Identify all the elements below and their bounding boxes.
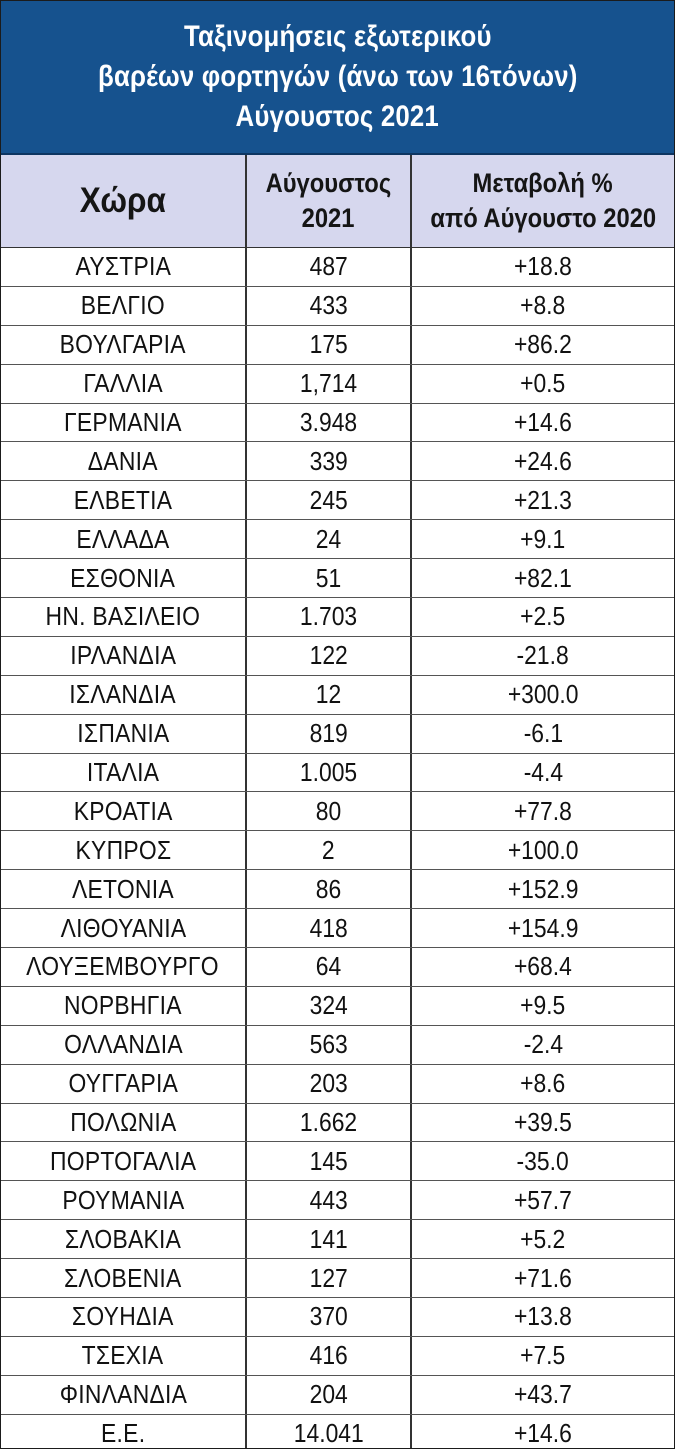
value-cell-text: 370: [309, 1301, 348, 1332]
value-cell-text: 64: [315, 951, 342, 982]
change-cell: [412, 676, 674, 714]
change-cell: [412, 248, 674, 286]
change-cell: [412, 870, 674, 908]
header-country-label: Χώρα: [79, 181, 167, 220]
table-row: [1, 870, 674, 909]
change-cell-text: +24.6: [514, 445, 572, 476]
country-cell-text: ΡΟΥΜΑΝΙΑ: [61, 1184, 185, 1215]
country-cell-text: ΟΥΓΓΑΡΙΑ: [68, 1068, 178, 1099]
value-cell: [247, 1142, 412, 1180]
table-row: [1, 637, 674, 676]
value-cell: [247, 1026, 412, 1064]
country-cell-text: ΛΙΘΟΥΑΝΙΑ: [60, 912, 186, 943]
change-cell-text: -4.4: [523, 757, 563, 788]
value-cell: [247, 1376, 412, 1414]
table-row: [1, 1142, 674, 1181]
country-cell-text: ΒΟΥΛΓΑΡΙΑ: [59, 329, 187, 360]
country-cell: [1, 870, 247, 908]
change-cell: [412, 598, 674, 636]
country-cell-text: ΤΣΕΧΙΑ: [82, 1340, 164, 1371]
change-cell-text: +8.6: [520, 1068, 566, 1099]
value-cell-text: 141: [309, 1223, 348, 1254]
value-cell-text: 443: [309, 1184, 348, 1215]
country-cell-text: Ε.Ε.: [100, 1418, 146, 1449]
table-row: [1, 481, 674, 520]
table-row: [1, 754, 674, 793]
country-cell: [1, 1376, 247, 1414]
value-cell-text: 1.703: [299, 601, 358, 632]
header-change: [412, 155, 674, 247]
country-cell-text: ΙΣΛΑΝΔΙΑ: [69, 679, 177, 710]
change-cell-text: +71.6: [514, 1262, 572, 1293]
country-cell: [1, 909, 247, 947]
change-cell-text: +68.4: [514, 951, 572, 982]
value-cell-text: 418: [309, 912, 348, 943]
table-row: [1, 365, 674, 404]
change-cell-text: +14.6: [514, 407, 572, 437]
change-cell: [412, 1104, 674, 1142]
value-cell-text: 12: [315, 679, 342, 710]
table-row: [1, 1181, 674, 1220]
table-row: [1, 520, 674, 559]
table-row: [1, 326, 674, 365]
table-row: [1, 1220, 674, 1259]
value-cell-text: 1.005: [299, 757, 358, 788]
value-cell-text: 563: [309, 1029, 348, 1060]
country-cell-text: ΓΕΡΜΑΝΙΑ: [64, 407, 182, 437]
value-cell: [247, 1298, 412, 1336]
table-row: [1, 792, 674, 831]
change-cell-text: +43.7: [514, 1379, 572, 1410]
value-cell-text: 175: [309, 329, 348, 360]
change-cell: [412, 831, 674, 869]
change-cell: [412, 326, 674, 364]
country-cell-text: ΕΛΒΕΤΙΑ: [73, 484, 173, 515]
value-cell-text: 819: [309, 718, 348, 749]
country-cell-text: ΙΤΑΛΙΑ: [86, 757, 160, 788]
country-cell-text: ΑΥΣΤΡΙΑ: [75, 251, 171, 282]
change-cell: [412, 1065, 674, 1103]
country-cell: [1, 1142, 247, 1180]
country-cell: [1, 481, 247, 519]
change-cell: [412, 1181, 674, 1219]
title-line-1: Ταξινομήσεις εξωτερικού: [183, 20, 492, 53]
table-row: [1, 1065, 674, 1104]
change-cell-text: +300.0: [507, 679, 579, 710]
table-row: [1, 715, 674, 754]
value-cell-text: 433: [309, 290, 348, 321]
country-cell: [1, 948, 247, 986]
change-cell-text: +39.5: [514, 1107, 572, 1138]
change-cell-text: +5.2: [520, 1223, 566, 1254]
table-body: [1, 248, 674, 1449]
value-cell: [247, 520, 412, 558]
change-cell-text: +152.9: [507, 873, 579, 904]
value-cell: [247, 870, 412, 908]
table-row: [1, 559, 674, 598]
country-cell: [1, 442, 247, 480]
country-cell: [1, 248, 247, 286]
change-cell-text: -2.4: [523, 1029, 563, 1060]
title-line-2: βαρέων φορτηγών (άνω των 16τόνων): [97, 60, 578, 93]
country-cell-text: ΠΟΡΤΟΓΑΛΙΑ: [49, 1145, 197, 1176]
change-cell: [412, 792, 674, 830]
country-cell: [1, 365, 247, 403]
value-cell: [247, 1065, 412, 1103]
value-cell: [247, 1337, 412, 1375]
country-cell: [1, 1181, 247, 1219]
header-country: [1, 155, 247, 247]
value-cell: [247, 287, 412, 325]
table-header: [1, 155, 674, 248]
country-cell: [1, 1104, 247, 1142]
change-cell-text: +9.5: [520, 990, 566, 1021]
country-cell: [1, 404, 247, 442]
country-cell: [1, 831, 247, 869]
country-cell: [1, 1298, 247, 1336]
country-cell-text: ΕΛΛΑΔΑ: [76, 523, 170, 554]
value-cell-text: 145: [309, 1145, 348, 1176]
value-cell: [247, 831, 412, 869]
change-cell: [412, 1376, 674, 1414]
country-cell-text: ΗΝ. ΒΑΣΙΛΕΙΟ: [45, 601, 201, 632]
table-row: [1, 248, 674, 287]
change-cell: [412, 754, 674, 792]
change-cell-text: +0.5: [520, 368, 566, 399]
value-cell: [247, 559, 412, 597]
country-cell: [1, 559, 247, 597]
title-line-3: Αύγουστος 2021: [235, 100, 440, 133]
change-cell: [412, 1298, 674, 1336]
value-cell-text: 416: [309, 1340, 348, 1371]
value-cell-text: 204: [309, 1379, 348, 1410]
country-cell: [1, 520, 247, 558]
change-cell-text: -6.1: [523, 718, 563, 749]
table-row: [1, 1298, 674, 1337]
change-cell: [412, 715, 674, 753]
change-cell: [412, 442, 674, 480]
table-row: [1, 442, 674, 481]
change-cell: [412, 1259, 674, 1297]
change-cell-text: +100.0: [507, 834, 579, 865]
change-cell-text: +82.1: [514, 562, 572, 593]
value-cell-text: 86: [315, 873, 342, 904]
table-row: [1, 948, 674, 987]
header-change-line-1: Μεταβολή %: [472, 168, 614, 198]
country-cell: [1, 715, 247, 753]
value-cell: [247, 1415, 412, 1449]
country-cell: [1, 754, 247, 792]
value-cell: [247, 365, 412, 403]
value-cell: [247, 1220, 412, 1258]
value-cell-text: 245: [309, 484, 348, 515]
header-change-line-2: από Αύγουστο 2020: [430, 203, 656, 233]
change-cell-text: +14.6: [514, 1418, 572, 1449]
value-cell: [247, 754, 412, 792]
country-cell-text: ΝΟΡΒΗΓΙΑ: [64, 990, 182, 1021]
value-cell-text: 24: [315, 523, 342, 554]
country-cell-text: ΣΟΥΗΔΙΑ: [72, 1301, 174, 1332]
change-cell: [412, 1026, 674, 1064]
value-cell-text: 127: [309, 1262, 348, 1293]
change-cell: [412, 987, 674, 1025]
change-cell-text: +57.7: [514, 1184, 572, 1215]
value-cell: [247, 676, 412, 714]
change-cell: [412, 637, 674, 675]
value-cell-text: 3.948: [299, 407, 358, 437]
change-cell: [412, 520, 674, 558]
country-cell-text: ΛΟΥΞΕΜΒΟΥΡΓΟ: [26, 951, 220, 982]
table-row: [1, 987, 674, 1026]
change-cell-text: +18.8: [514, 251, 572, 282]
country-cell: [1, 326, 247, 364]
value-cell-text: 1,714: [299, 368, 358, 399]
table-row: [1, 404, 674, 443]
value-cell-text: 1.662: [299, 1107, 358, 1138]
value-cell-text: 2: [322, 834, 335, 865]
table-row: [1, 287, 674, 326]
value-cell: [247, 1104, 412, 1142]
country-cell: [1, 1220, 247, 1258]
table-row: [1, 1259, 674, 1298]
country-cell-text: ΓΑΛΛΙΑ: [83, 368, 163, 399]
country-cell: [1, 598, 247, 636]
value-cell-text: 339: [309, 445, 348, 476]
change-cell: [412, 1415, 674, 1449]
country-cell: [1, 1026, 247, 1064]
table-title: [1, 1, 674, 155]
change-cell: [412, 1337, 674, 1375]
country-cell-text: ΣΛΟΒΕΝΙΑ: [64, 1262, 182, 1293]
value-cell: [247, 326, 412, 364]
value-cell: [247, 948, 412, 986]
value-cell: [247, 909, 412, 947]
value-cell-text: 80: [315, 795, 342, 826]
value-cell: [247, 987, 412, 1025]
value-cell-text: 122: [309, 640, 348, 671]
value-cell: [247, 481, 412, 519]
country-cell-text: ΠΟΛΩΝΙΑ: [69, 1107, 177, 1138]
country-cell: [1, 1259, 247, 1297]
header-month-line-2: 2021: [302, 203, 355, 233]
change-cell-text: +77.8: [514, 795, 572, 826]
country-cell: [1, 1415, 247, 1449]
change-cell-text: -35.0: [516, 1145, 570, 1176]
country-cell: [1, 1337, 247, 1375]
country-cell-text: ΔΑΝΙΑ: [87, 445, 159, 476]
table-row: [1, 909, 674, 948]
table-row: [1, 1376, 674, 1415]
value-cell-text: 203: [309, 1068, 348, 1099]
change-cell-text: +86.2: [514, 329, 572, 360]
value-cell-text: 324: [309, 990, 348, 1021]
country-cell: [1, 1065, 247, 1103]
country-cell-text: ΕΣΘΟΝΙΑ: [70, 562, 176, 593]
value-cell: [247, 637, 412, 675]
country-cell-text: ΟΛΛΑΝΔΙΑ: [63, 1029, 183, 1060]
country-cell: [1, 792, 247, 830]
table-row: [1, 1337, 674, 1376]
country-cell-text: ΦΙΝΛΑΝΔΙΑ: [59, 1379, 187, 1410]
change-cell-text: +7.5: [520, 1340, 566, 1371]
header-month-line-1: Αύγουστος: [265, 168, 392, 198]
table-row: [1, 1026, 674, 1065]
country-cell: [1, 987, 247, 1025]
change-cell: [412, 909, 674, 947]
change-cell: [412, 481, 674, 519]
value-cell: [247, 248, 412, 286]
change-cell-text: +2.5: [520, 601, 566, 632]
value-cell: [247, 1259, 412, 1297]
change-cell: [412, 559, 674, 597]
country-cell: [1, 287, 247, 325]
change-cell: [412, 287, 674, 325]
change-cell-text: -21.8: [516, 640, 570, 671]
change-cell-text: +9.1: [520, 523, 566, 554]
country-cell-text: ΒΕΛΓΙΟ: [80, 290, 166, 321]
table-row: [1, 1415, 674, 1449]
value-cell: [247, 715, 412, 753]
change-cell-text: +21.3: [514, 484, 572, 515]
value-cell-text: 487: [309, 251, 348, 282]
change-cell: [412, 948, 674, 986]
value-cell: [247, 442, 412, 480]
country-cell-text: ΛΕΤΟΝΙΑ: [72, 873, 174, 904]
table-row: [1, 1104, 674, 1143]
table-row: [1, 676, 674, 715]
country-cell-text: ΚΡΟΑΤΙΑ: [73, 795, 173, 826]
change-cell-text: +8.8: [520, 290, 566, 321]
change-cell: [412, 1142, 674, 1180]
value-cell: [247, 1181, 412, 1219]
value-cell-text: 14.041: [293, 1418, 364, 1449]
value-cell: [247, 792, 412, 830]
country-cell-text: ΚΥΠΡΟΣ: [75, 834, 171, 865]
header-month: [247, 155, 412, 247]
value-cell: [247, 598, 412, 636]
country-cell-text: ΙΡΛΑΝΔΙΑ: [69, 640, 177, 671]
change-cell: [412, 404, 674, 442]
change-cell-text: +13.8: [514, 1301, 572, 1332]
table-row: [1, 831, 674, 870]
country-cell: [1, 676, 247, 714]
table-row: [1, 598, 674, 637]
country-cell-text: ΙΣΠΑΝΙΑ: [76, 718, 170, 749]
change-cell: [412, 365, 674, 403]
country-cell: [1, 637, 247, 675]
change-cell: [412, 1220, 674, 1258]
value-cell: [247, 404, 412, 442]
value-cell-text: 51: [315, 562, 342, 593]
change-cell-text: +154.9: [507, 912, 579, 943]
country-cell-text: ΣΛΟΒΑΚΙΑ: [64, 1223, 182, 1254]
